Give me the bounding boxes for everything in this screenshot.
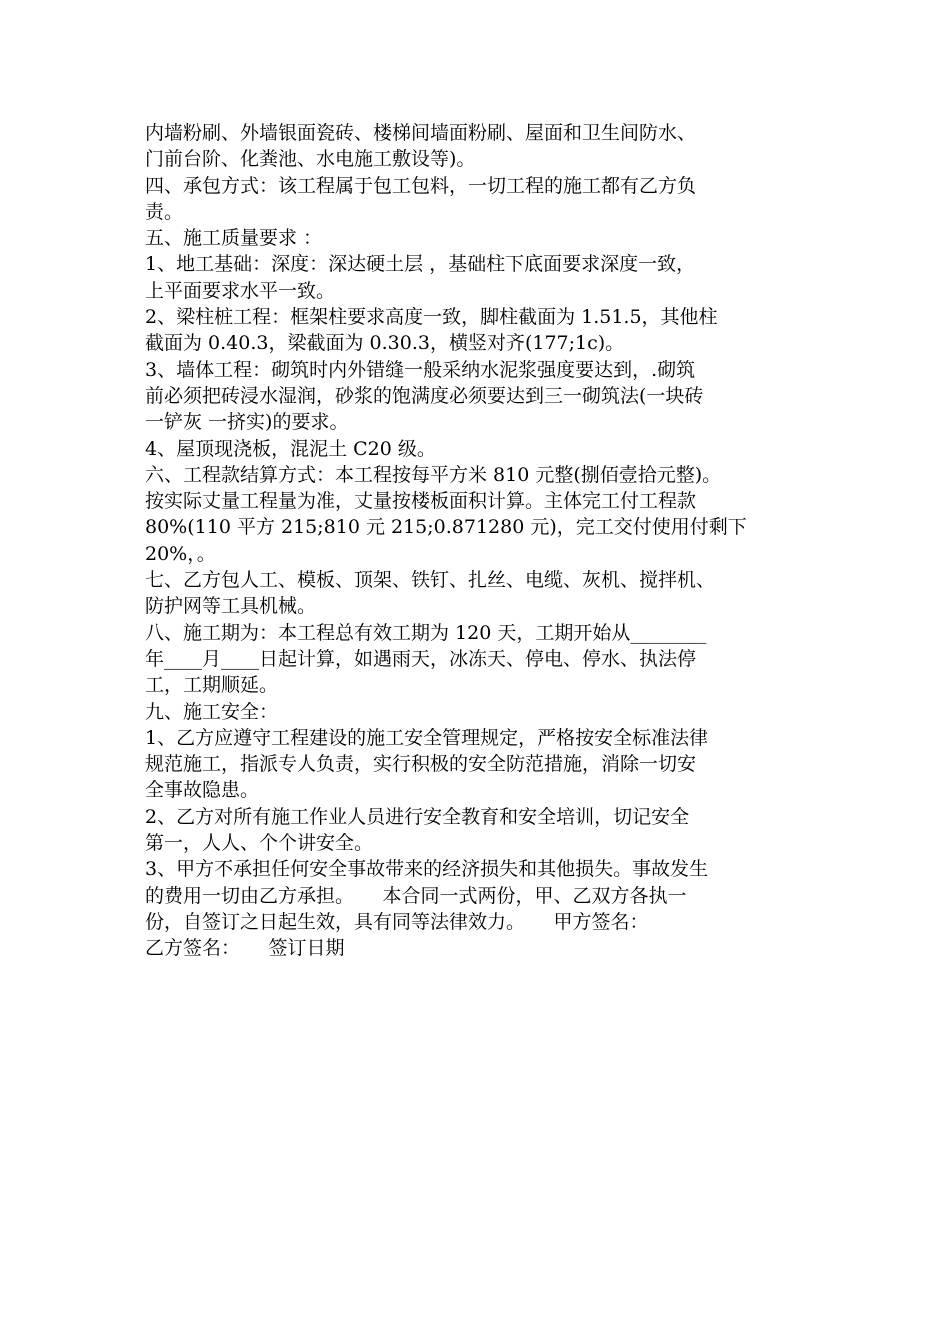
contract-body bbox=[145, 120, 815, 962]
text-line: 2、梁柱桩工程：框架柱要求高度一致，脚柱截面为 1.51.5，其他柱 bbox=[145, 306, 718, 329]
text-line: 3、墙体工程：砌筑时内外错缝一般采纳水泥浆强度要达到，.砌筑 bbox=[145, 358, 696, 381]
text-line: 4、屋顶现浇板，混泥土 C20 级。 bbox=[145, 437, 436, 460]
text-line: 内墙粉刷、外墙银面瓷砖、楼梯间墙面粉刷、屋面和卫生间防水、 bbox=[145, 122, 697, 144]
section-heading-payment: 六、工程款结算方式：本工程按每平方米 810 元整(捌佰壹拾元整)。 bbox=[145, 463, 722, 486]
text-line: 第一，人人、个个讲安全。 bbox=[145, 832, 374, 855]
section-heading-tools: 七、乙方包人工、模板、顶架、铁钉、扎丝、电缆、灰机、搅拌机、 bbox=[145, 569, 716, 592]
text-line: 规范施工，指派专人负责，实行积极的安全防范措施，消除一切安 bbox=[145, 753, 697, 776]
text-line: 20%，。 bbox=[145, 542, 216, 565]
text-line: 80%(110 平方 215;810 元 215;0.871280 元)，完工交付使用付剩下 bbox=[145, 516, 747, 539]
text-line: 全事故隐患。 bbox=[145, 779, 260, 802]
section-heading-quality: 五、施工质量要求 ： bbox=[145, 227, 323, 250]
text-line: 工，工期顺延。 bbox=[145, 674, 279, 697]
text-line: 的费用一切由乙方承担。 本合同一式两份，甲、乙双方各执一 bbox=[145, 884, 687, 907]
text-line: 3、甲方不承担任何安全事故带来的经济损失和其他损失。事故发生 bbox=[145, 858, 709, 881]
signature-line: 乙方签名： 签订日期 bbox=[145, 937, 345, 960]
text-line: 上平面要求水平一致。 bbox=[145, 279, 336, 302]
text-line: 一铲灰 一挤实)的要求。 bbox=[145, 411, 349, 434]
text-line: 门前台阶、化粪池、水电施工敷设等)。 bbox=[145, 148, 476, 171]
text-line: 1、乙方应遵守工程建设的施工安全管理规定，严格按安全标准法律 bbox=[145, 726, 709, 749]
text-line: 截面为 0.40.3，梁截面为 0.30.3，横竖对齐(177;1c)。 bbox=[145, 332, 625, 355]
text-line: 2、乙方对所有施工作业人员进行安全教育和安全培训，切记安全 bbox=[145, 805, 690, 828]
section-heading-schedule: 八、施工期为：本工程总有效工期为 120 天，工期开始从________ bbox=[145, 621, 707, 644]
section-heading-safety: 九、施工安全： bbox=[145, 700, 279, 723]
text-line: 份，自签订之日起生效，具有同等法律效力。 甲方签名： bbox=[145, 910, 649, 933]
text-line: 防护网等工具机械。 bbox=[145, 595, 317, 618]
text-line: 按实际丈量工程量为准，丈量按楼板面积计算。主体完工付工程款 bbox=[145, 490, 697, 513]
text-line: 前必须把砖浸水湿润，砂浆的饱满度必须要达到三一砌筑法(一块砖 bbox=[145, 384, 704, 407]
text-line: 1、地工基础：深度：深达硬土层 ，基础柱下底面要求深度一致， bbox=[145, 253, 696, 276]
text-line: 年____月____日起计算，如遇雨天，冰冻天、停电、停水、执法停 bbox=[145, 647, 697, 670]
text-line: 责。 bbox=[145, 200, 184, 223]
text-line: 四、承包方式：该工程属于包工包料，一切工程的施工都有乙方负 bbox=[145, 174, 697, 197]
